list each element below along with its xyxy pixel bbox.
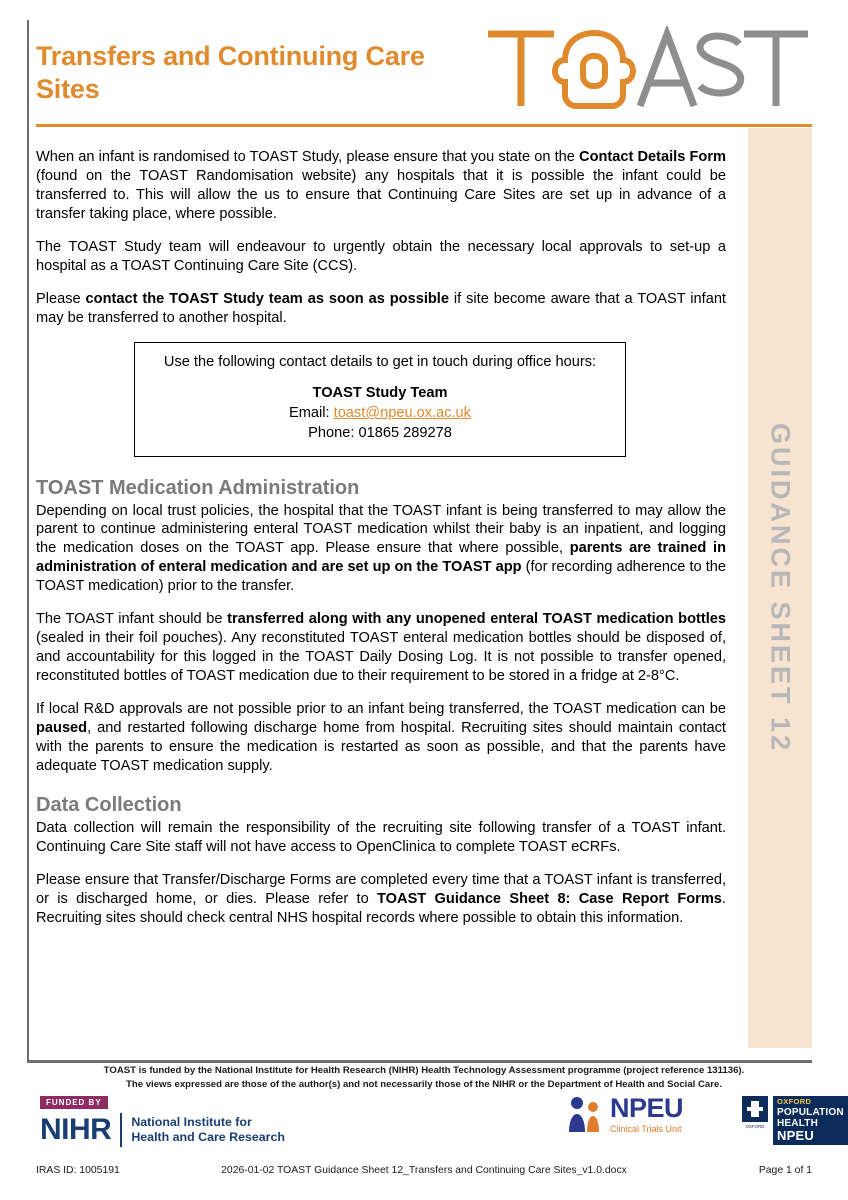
data-collection-p2-c: . Recruiting sites should check central NHS hospital records where possible to obtain this information. xyxy=(36,891,726,926)
medication-p3-c: , and restarted following discharge home from hospital. Recruiting sites should maintain contact with the parents to ensure the medication is restarted as soon as possible, and that the parents have adequate TOAST medication supply. xyxy=(36,720,726,775)
nihr-logo xyxy=(40,1092,285,1147)
header-divider xyxy=(36,124,812,127)
oxford-crest-icon xyxy=(742,1096,768,1130)
medication-p1-c: (for recording adherence to the TOAST medication) prior to the transfer. xyxy=(36,559,726,595)
data-collection-paragraph-2 xyxy=(36,871,726,928)
medication-p2-a: The TOAST infant should be xyxy=(36,611,228,628)
funding-line-2: The views expressed are those of the author(s) and not necessarily those of the NIHR or the Department of Health and Social Care. xyxy=(125,1078,723,1090)
intro-text-bold: Contact Details Form xyxy=(579,149,726,165)
npeu-subtitle: Clinical Trials Unit xyxy=(610,1123,682,1134)
medication-paragraph-3 xyxy=(36,700,726,776)
nihr-subtitle-line-2: Health and Care Research xyxy=(131,1130,285,1144)
nihr-acronym: NIHR xyxy=(40,1113,112,1146)
contact-phone: Phone: 01865 289278 xyxy=(308,424,452,441)
npeu-figures-icon xyxy=(566,1094,604,1134)
contact-request-c: if site become aware that a TOAST infant may be transferred to another hospital. xyxy=(36,290,726,326)
contact-email-link[interactable]: toast@npeu.ox.ac.uk xyxy=(333,405,471,422)
npeu-logo xyxy=(566,1094,683,1134)
nihr-subtitle xyxy=(131,1115,285,1144)
approvals-paragraph: The TOAST Study team will endeavour to urgently obtain the necessary local approvals to set-up a hospital as a TOAST Continuing Care Site (CCS). xyxy=(36,238,726,274)
data-collection-p2-a: Please ensure that Transfer/Discharge Forms are completed every time that a TOAST infant is transferred, or is discharged home, or dies. Please refer to xyxy=(36,872,726,907)
page-number: Page 1 of 1 xyxy=(758,1165,812,1176)
oxford-population-health-wordmark xyxy=(773,1096,848,1145)
medication-p2-c: (sealed in their foil pouches). Any reconstituted TOAST enteral medication bottles should be disposed of, and accountability for this logged in the TOAST Daily Dosing Log. It is not possible to transfer opened, reconstituted bottles of TOAST medication due to their requirement to be stored in a fridge at 2-8°C. xyxy=(36,630,726,685)
contact-request-a: Please xyxy=(36,290,86,307)
oxford-population-health-logo xyxy=(742,1096,848,1145)
oph-line-4: NPEU xyxy=(777,1127,814,1143)
intro-paragraph xyxy=(36,148,726,224)
toast-logo xyxy=(482,26,812,112)
intro-text-a: When an infant is randomised to TOAST Study, please ensure that you state on the xyxy=(36,149,580,165)
medication-p1-bold: parents are trained in administration of enteral medication and are set up on the TOAST app xyxy=(36,540,726,576)
oph-line-2: POPULATION xyxy=(777,1106,844,1118)
data-collection-p2-bold: TOAST Guidance Sheet 8: Case Report Forms xyxy=(377,891,722,907)
guidance-side-band-label-wrap xyxy=(748,128,812,1048)
nihr-main xyxy=(40,1113,285,1147)
footer-divider xyxy=(27,1060,812,1063)
svg-text:OXFORD: OXFORD xyxy=(745,1124,765,1129)
medication-p1-a: Depending on local trust policies, the hospital that the TOAST infant is being transferred to may allow the parent to continue administering enteral TOAST medication whilst their baby is an inpatient, and logging the medication doses on the TOAST app. Please ensure that where possible, xyxy=(36,502,726,557)
medication-section-heading: TOAST Medication Administration xyxy=(36,476,360,499)
medication-paragraph-1 xyxy=(36,502,726,597)
data-collection-section-heading: Data Collection xyxy=(36,794,182,817)
iras-id: IRAS ID: 1005191 xyxy=(36,1165,120,1176)
contact-request-bold: contact the TOAST Study team as soon as possible xyxy=(85,290,449,307)
footer-meta xyxy=(36,1165,812,1176)
document-header xyxy=(36,30,812,118)
data-collection-paragraph-1: Data collection will remain the responsibility of the recruiting site following transfer of a TOAST infant. Continuing Care Site staff will not have access to OpenClinica to complete TOAST eCRFs. xyxy=(36,820,726,856)
page-title: Transfers and Continuing Care Sites xyxy=(36,41,425,104)
contact-details-box xyxy=(134,342,626,457)
guidance-side-band-label: GUIDANCE SHEET 12 xyxy=(765,422,796,754)
footer-logos xyxy=(36,1092,844,1154)
oph-line-3: HEALTH xyxy=(777,1117,819,1129)
document-content xyxy=(36,148,726,928)
contact-intro: Use the following contact details to get in touch during office hours: xyxy=(163,353,597,370)
npeu-wordmark xyxy=(610,1092,684,1134)
medication-p2-bold: transferred along with any unopened enteral TOAST medication bottles xyxy=(227,611,727,628)
npeu-acronym: NPEU xyxy=(610,1092,684,1123)
contact-email-label: Email: xyxy=(289,405,334,422)
funding-statement xyxy=(36,1064,812,1092)
medication-p3-a: If local R&D approvals are not possible prior to an infant being transferred, the TOAST medication can be xyxy=(36,701,726,718)
nihr-funded-badge: FUNDED BY xyxy=(40,1096,108,1109)
intro-text-c: (found on the TOAST Randomisation website) any hospitals that it is possible the infant could be transferred to. This will allow the us to ensure that Continuing Care Sites are set up in advance of a transfer taking place, where possible. xyxy=(36,167,726,222)
contact-email-line xyxy=(145,404,615,424)
oph-line-1: OXFORD xyxy=(777,1097,812,1106)
funding-line-1: TOAST is funded by the National Institute for Health Research (NIHR) Health Technology Assessment programme (project reference 131136). xyxy=(103,1065,745,1076)
left-vertical-rule xyxy=(27,20,29,1060)
medication-p3-bold: paused xyxy=(36,720,88,737)
medication-paragraph-2 xyxy=(36,610,726,686)
nihr-subtitle-line-1: National Institute for xyxy=(131,1115,252,1130)
contact-request-paragraph xyxy=(36,290,726,328)
nihr-divider xyxy=(120,1113,122,1147)
document-filename: 2026-01-02 TOAST Guidance Sheet 12_Transfers and Continuing Care Sites_v1.0.docx xyxy=(221,1165,627,1176)
contact-team-name: TOAST Study Team xyxy=(312,385,448,402)
